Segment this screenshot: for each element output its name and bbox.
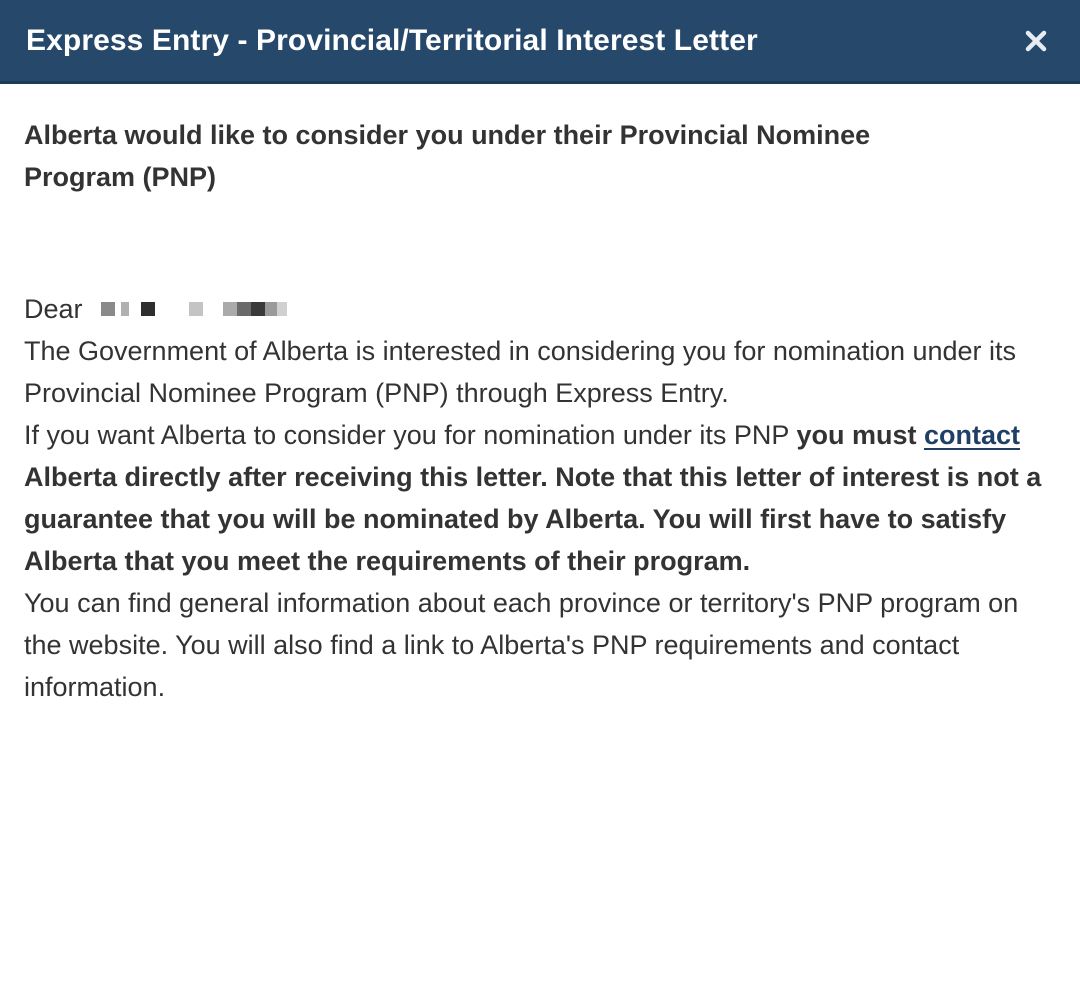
contact-link[interactable]: contact [923, 420, 1020, 450]
must-text: you must [796, 420, 917, 450]
letter-heading: Alberta would like to consider you under their Provincial Nominee Program (PNP) [24, 120, 871, 192]
close-icon [1024, 29, 1048, 53]
salutation [24, 288, 1052, 330]
paragraph-info: You can find general information about each province or territory's PNP program on the website. You will also find a link to Alberta's PNP requirements and contact information. [24, 588, 1019, 702]
letter-body [0, 84, 1080, 708]
paragraph-requirement [24, 414, 1052, 582]
dialog-titlebar [0, 0, 1080, 84]
paragraph-requirement-intro: If you want Alberta to consider you for nomination under its PNP [24, 420, 797, 450]
dialog-title: Express Entry - Provincial/Territorial Interest Letter [26, 23, 758, 57]
salutation-text: Dear [24, 294, 83, 324]
paragraph-interest: The Government of Alberta is interested in considering you for nomination under its Provincial Nominee Program (PNP) through Express Entry. [24, 336, 1017, 408]
close-button[interactable] [1016, 21, 1056, 61]
redacted-name [101, 299, 287, 319]
paragraph-requirement-rest: Alberta directly after receiving this letter. Note that this letter of interest is not a guarantee that you will be nominated by Alberta. You will first have to satisfy Alberta that you meet the requirements of their program. [24, 462, 1042, 576]
